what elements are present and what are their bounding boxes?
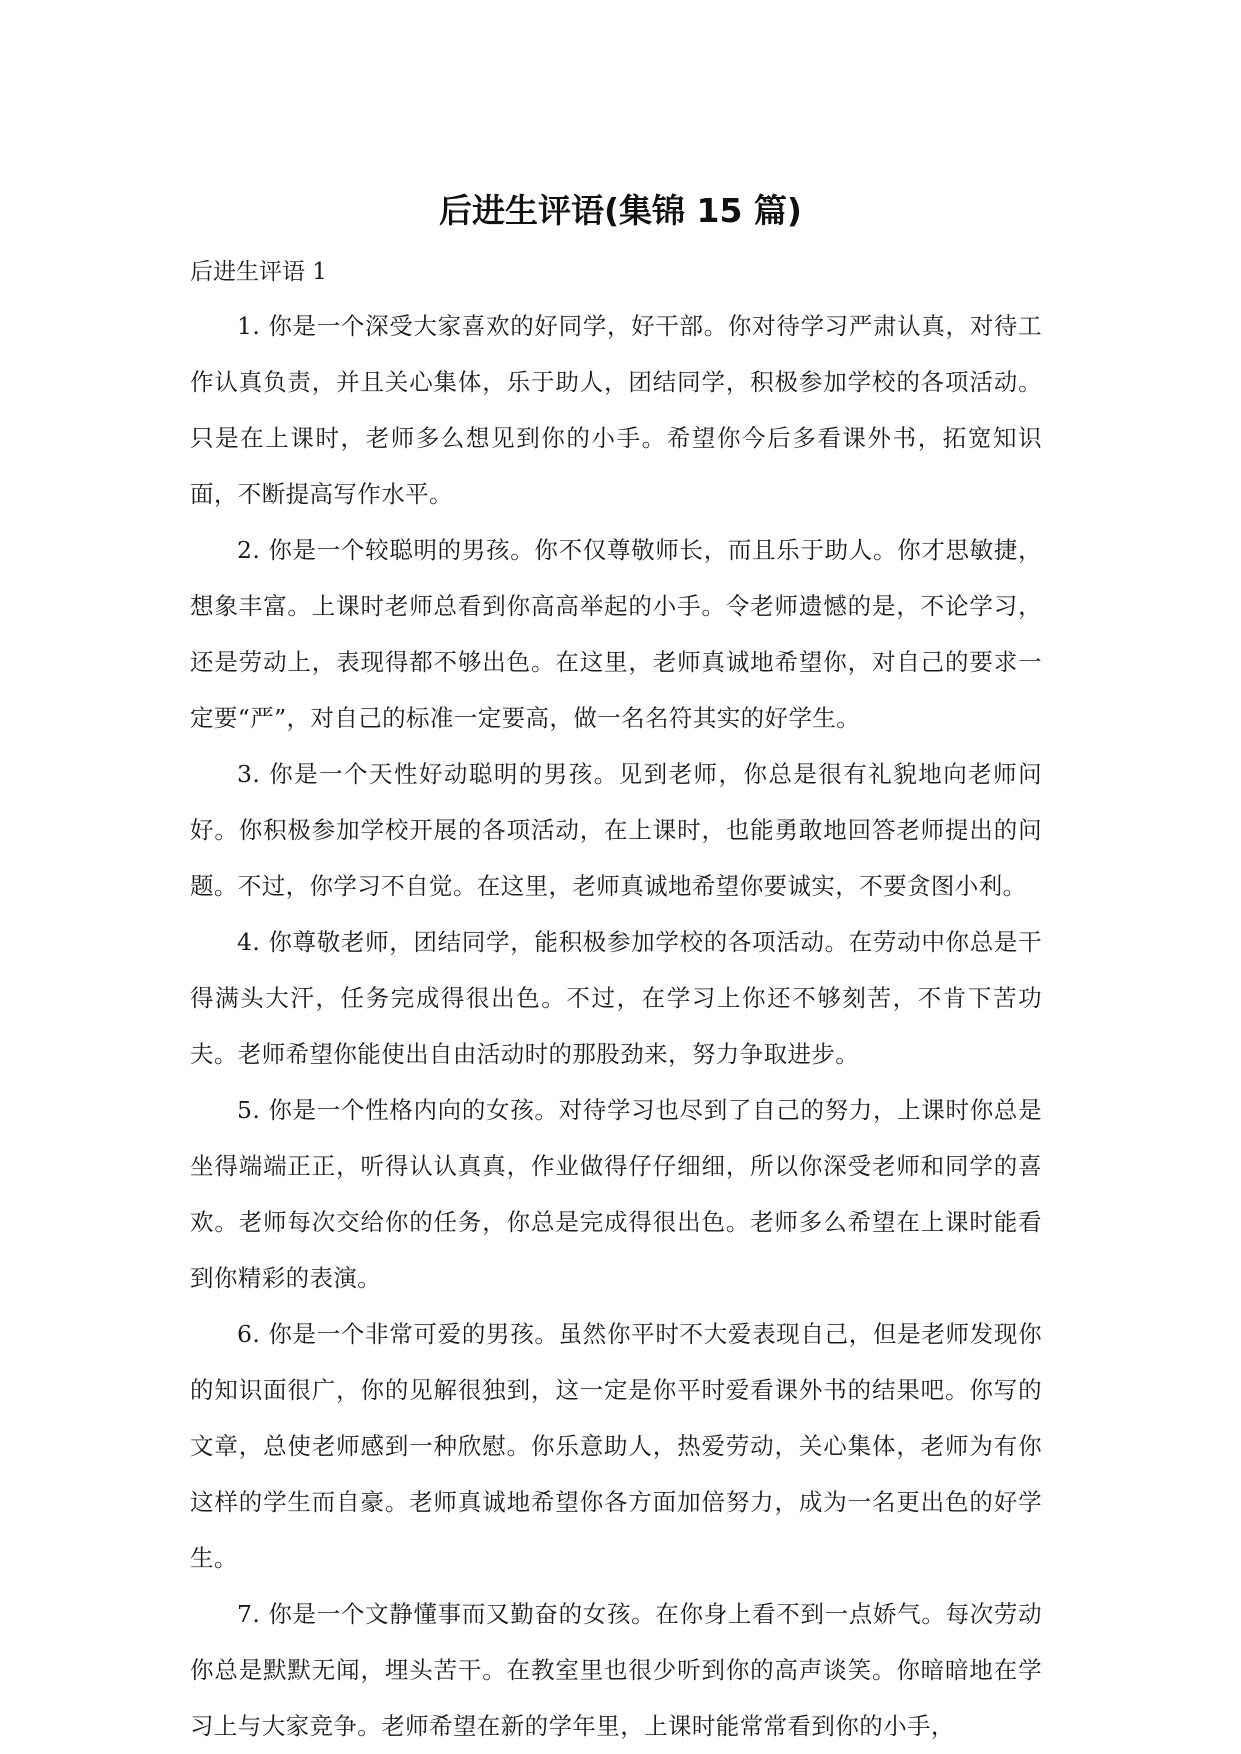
paragraph-5: 5. 你是一个性格内向的女孩。对待学习也尽到了自己的努力，上课时你总是坐得端端正正，听得认认真真，作业做得仔仔细细，所以你深受老师和同学的喜欢。老师每次交给你的任务，你总是完成得很出色。老师多么希望在上课时能看到你精彩的表演。 — [190, 1096, 1042, 1292]
paragraph-3: 3. 你是一个天性好动聪明的男孩。见到老师，你总是很有礼貌地向老师问好。你积极参加学校开展的各项活动，在上课时，也能勇敢地回答老师提出的问题。不过，你学习不自觉。在这里，老师真诚地希望你要诚实，不要贪图小利。 — [190, 760, 1042, 900]
paragraph-7: 7. 你是一个文静懂事而又勤奋的女孩。在你身上看不到一点娇气。每次劳动你总是默默无闻，埋头苦干。在教室里也很少听到你的高声谈笑。你暗暗地在学习上与大家竞争。老师希望在新的学年里，上课时能常常看到你的小手， — [190, 1600, 1042, 1740]
paragraph-1: 1. 你是一个深受大家喜欢的好同学，好干部。你对待学习严肃认真，对待工作认真负责，并且关心集体，乐于助人，团结同学，积极参加学校的各项活动。只是在上课时，老师多么想见到你的小手。希望你今后多看课外书，拓宽知识面，不断提高写作水平。 — [190, 312, 1042, 508]
document-body — [190, 298, 1042, 1754]
paragraph-4: 4. 你尊敬老师，团结同学，能积极参加学校的各项活动。在劳动中你总是干得满头大汗，任务完成得很出色。不过，在学习上你还不够刻苦，不肯下苦功夫。老师希望你能使出自由活动时的那股劲来，努力争取进步。 — [190, 928, 1042, 1068]
document-title: 后进生评语(集锦 15 篇) — [438, 191, 803, 230]
paragraph-6: 6. 你是一个非常可爱的男孩。虽然你平时不大爱表现自己，但是老师发现你的知识面很广，你的见解很独到，这一定是你平时爱看课外书的结果吧。你写的文章，总使老师感到一种欣慰。你乐意助人，热爱劳动，关心集体，老师为有你这样的学生而自豪。老师真诚地希望你各方面加倍努力，成为一名更出色的好学生。 — [190, 1320, 1042, 1572]
paragraph-2: 2. 你是一个较聪明的男孩。你不仅尊敬师长，而且乐于助人。你才思敏捷，想象丰富。上课时老师总看到你高高举起的小手。令老师遗憾的是，不论学习，还是劳动上，表现得都不够出色。在这里，老师真诚地希望你，对自己的要求一定要“严”，对自己的标准一定要高，做一名名符其实的好学生。 — [190, 536, 1042, 732]
section-heading: 后进生评语 1 — [190, 259, 327, 285]
